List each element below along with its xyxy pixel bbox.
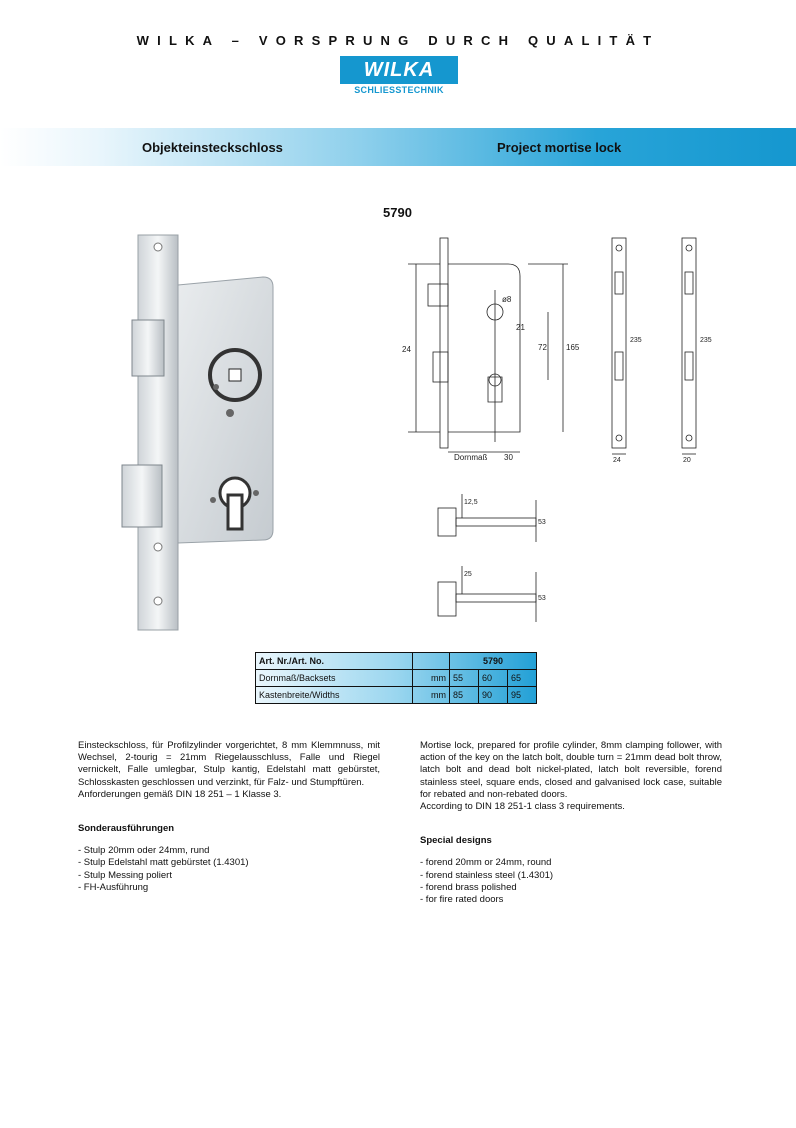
backset-label: Dornmaß xyxy=(454,453,488,462)
forend-drawing-1 xyxy=(598,232,648,464)
tagline: WILKA – VORSPRUNG DURCH QUALITÄT xyxy=(136,33,660,48)
list-item: - forend brass polished xyxy=(420,881,517,893)
spec-row-label: Kastenbreite/Widths xyxy=(256,687,413,704)
forend2-dim-235: 235 xyxy=(700,337,712,344)
list-item: - forend 20mm or 24mm, round xyxy=(420,857,552,869)
forend-drawing-2 xyxy=(668,232,718,464)
description-de-norm: Anforderungen gemäß DIN 18 251 – 1 Klasse 3. xyxy=(78,788,282,800)
forend1-dim-24: 24 xyxy=(613,457,621,464)
spec-row-unit: mm xyxy=(413,670,450,687)
description-de-paragraph: Einsteckschloss, für Profilzylinder vorgerichtet, 8 mm Klemmnuss, mit Wechsel, 2-tourig = 21mm Riegelausschluss, Falle und Riegel vernickelt, Falle umlegbar, Stulp kantig, Edelstahl matt gebürstet, Schlosskasten geschlossen und verzinkt, für Falz- und Stumpftüren. xyxy=(78,740,380,788)
lock-technical-drawing xyxy=(398,232,588,464)
description-en-norm: According to DIN 18 251-1 class 3 requirements. xyxy=(420,801,625,813)
forend1-dim-235: 235 xyxy=(630,337,642,344)
special-designs-de-title: Sonderausführungen xyxy=(78,823,175,835)
deadbolt-dim-25: 25 xyxy=(464,571,472,578)
latch-bolt-detail xyxy=(418,490,548,550)
list-item: - forend stainless steel (1.4301) xyxy=(420,869,554,881)
spec-cell: 95 xyxy=(508,687,537,704)
dim-21: 21 xyxy=(516,323,525,332)
list-item: - FH-Ausführung xyxy=(78,881,149,893)
dim-8: ø8 xyxy=(502,295,512,304)
latch-dim-53: 53 xyxy=(538,519,546,526)
description-german xyxy=(78,740,380,894)
spec-header-value: 5790 xyxy=(450,653,537,670)
title-english: Project mortise lock xyxy=(497,140,622,155)
spec-row-unit: mm xyxy=(413,687,450,704)
dim-72: 72 xyxy=(538,343,547,352)
logo-mark: WILKA xyxy=(340,56,458,84)
list-item: - Stulp 20mm oder 24mm, rund xyxy=(78,845,210,857)
dim-30: 30 xyxy=(504,453,513,462)
wilka-logo xyxy=(340,56,460,100)
special-designs-en-title: Special designs xyxy=(420,835,492,847)
spec-cell: 90 xyxy=(479,687,508,704)
spec-table xyxy=(255,652,537,704)
list-item: - for fire rated doors xyxy=(420,894,504,906)
description-english xyxy=(420,740,722,906)
spec-cell: 55 xyxy=(450,670,479,687)
dim-24: 24 xyxy=(402,345,411,354)
deadbolt-dim-53: 53 xyxy=(538,595,546,602)
spec-row-label: Dornmaß/Backsets xyxy=(256,670,413,687)
special-designs-en-list xyxy=(420,857,722,906)
forend2-dim-20: 20 xyxy=(683,457,691,464)
spec-row-backsets xyxy=(256,670,537,687)
list-item: - Stulp Messing poliert xyxy=(78,869,172,881)
spec-header-row xyxy=(256,653,537,670)
spec-row-widths xyxy=(256,687,537,704)
description-en-paragraph: Mortise lock, prepared for profile cylinder, 8mm clamping follower, with action of the key on the latch bolt, double turn = 21mm dead bolt throw, latch bolt and dead bolt nickel-plated, latch bolt reversible, forend stainless steel, square ends, closed and galvanised lock case, suitable for rebated and non-rebated doors. xyxy=(420,740,722,800)
latch-dim-125: 12,5 xyxy=(464,499,478,506)
spec-header-label: Art. Nr./Art. No. xyxy=(256,653,413,670)
deadbolt-detail xyxy=(418,560,548,630)
title-band xyxy=(0,128,796,166)
title-german: Objekteinsteckschloss xyxy=(142,140,283,155)
logo-subtext: SCHLIESSTECHNIK xyxy=(354,85,444,95)
list-item: - Stulp Edelstahl matt gebürstet (1.4301) xyxy=(78,857,249,869)
special-designs-de-list xyxy=(78,845,380,894)
model-number: 5790 xyxy=(383,205,412,220)
spec-cell: 65 xyxy=(508,670,537,687)
lock-product-photo xyxy=(118,225,278,635)
spec-cell: 60 xyxy=(479,670,508,687)
spec-cell: 85 xyxy=(450,687,479,704)
dim-165: 165 xyxy=(566,343,580,352)
